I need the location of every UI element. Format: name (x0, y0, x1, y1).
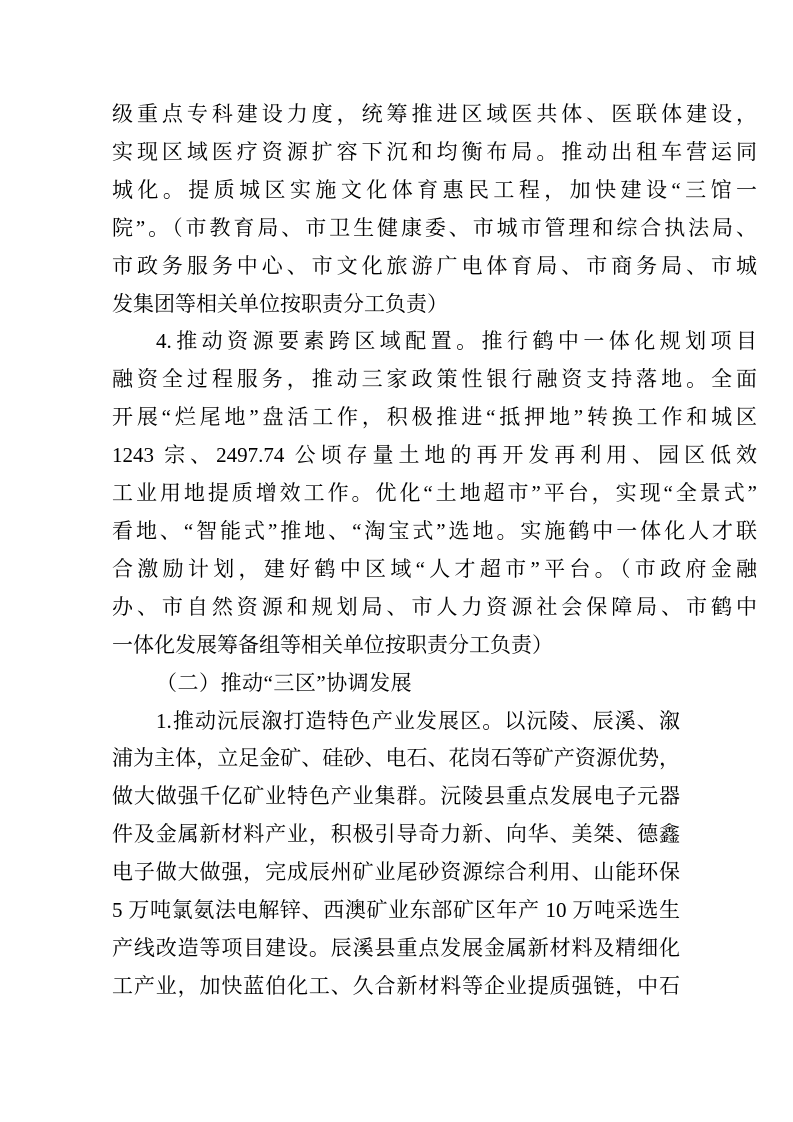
body-line: 看地、“智能式”推地、“淘宝式”选地。实施鹤中一体化人才联 (112, 518, 757, 543)
body-line: 融资全过程服务，推动三家政策性银行融资支持落地。全面 (112, 367, 757, 392)
body-line: 办、市自然资源和规划局、市人力资源社会保障局、市鹤中 (112, 594, 757, 619)
body-line: 产线改造等项目建设。辰溪县重点发展金属新材料及精细化 (112, 935, 680, 960)
paragraph-end-line: 发集团等相关单位按职责分工负责） (112, 291, 448, 316)
body-line: 开展“烂尾地”盘活工作，积极推进“抵押地”转换工作和城区 (112, 405, 757, 430)
paragraph-start-line: 4.推动资源要素跨区域配置。推行鹤中一体化规划项目 (156, 329, 757, 354)
paragraph-start-line: 1.推动沅辰溆打造特色产业发展区。以沅陵、辰溪、溆 (156, 708, 680, 733)
body-line: 5 万吨氯氨法电解锌、西澳矿业东部矿区年产 10 万吨采选生 (112, 898, 680, 923)
body-line: 级重点专科建设力度，统筹推进区域医共体、医联体建设， (112, 102, 757, 126)
body-line: 1243 宗、2497.74 公顷存量土地的再开发再利用、园区低效 (112, 443, 757, 468)
body-line: 市政务服务中心、市文化旅游广电体育局、市商务局、市城 (112, 253, 757, 278)
section-heading: （二）推动“三区”协调发展 (156, 670, 413, 695)
body-line: 城化。提质城区实施文化体育惠民工程，加快建设“三馆一 (112, 177, 757, 202)
body-line: 浦为主体，立足金矿、硅砂、电石、花岗石等矿产资源优势， (112, 746, 680, 771)
paragraph-end-line: 一体化发展筹备组等相关单位按职责分工负责） (112, 632, 553, 657)
body-line: 院”。（市教育局、市卫生健康委、市城市管理和综合执法局、 (112, 215, 757, 240)
body-line: 工业用地提质增效工作。优化“土地超市”平台，实现“全景式” (112, 481, 757, 506)
body-line: 合激励计划，建好鹤中区域“人才超市”平台。（市政府金融 (112, 556, 757, 581)
body-line: 实现区域医疗资源扩容下沉和均衡布局。推动出租车营运同 (112, 139, 757, 164)
body-line: 件及金属新材料产业，积极引导奇力新、向华、美桀、德鑫 (112, 822, 680, 847)
document-body (112, 96, 757, 1006)
body-line: 做大做强千亿矿业特色产业集群。沅陵县重点发展电子元器 (112, 784, 680, 809)
body-line: 电子做大做强，完成辰州矿业尾砂资源综合利用、山能环保 (112, 860, 680, 885)
body-line: 工产业，加快蓝伯化工、久合新材料等企业提质强链，中石 (112, 973, 680, 998)
